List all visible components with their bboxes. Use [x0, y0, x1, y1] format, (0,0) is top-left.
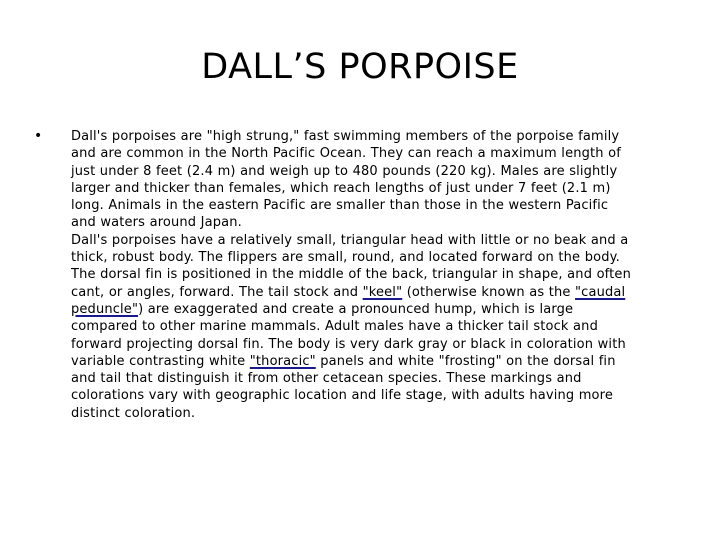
body-line: colorations vary with geographic location and life stage, with adults having more: [71, 388, 614, 404]
body-line: and tail that distinguish it from other cetacean species. These markings and: [71, 371, 582, 387]
body-line: Dall's porpoises have a relatively small, triangular head with little or no beak and a: [71, 232, 629, 248]
body-line: [71, 353, 685, 370]
body-line: larger and thicker than females, which reach lengths of just under 7 feet (2.1 m): [71, 180, 611, 196]
body-line: The dorsal fin is positioned in the middle of the back, triangular in shape, and often: [71, 267, 631, 283]
body-line: compared to other marine mammals. Adult males have a thicker tail stock and: [71, 319, 598, 335]
body-line: forward projecting dorsal fin. The body is very dark gray or black in coloration with: [71, 336, 626, 352]
caudal-peduncle-link-continued[interactable]: peduncle": [71, 301, 139, 317]
keel-link[interactable]: "keel": [362, 284, 403, 300]
body-line: Dall's porpoises are "high strung," fast swimming members of the porpoise family: [71, 129, 620, 144]
body-text-segment: ) are exaggerated and create a pronounced hump, which is large: [138, 301, 574, 317]
body-line: distinct coloration.: [71, 405, 196, 421]
caudal-peduncle-link[interactable]: "caudal: [575, 284, 626, 300]
body-line: long. Animals in the eastern Pacific are smaller than those in the western Pacific: [71, 198, 609, 214]
body-line: [71, 284, 685, 301]
body-text-segment: (otherwise known as the: [402, 284, 576, 300]
body-text-segment: cant, or angles, forward. The tail stock and: [71, 284, 363, 300]
body-line: [71, 301, 685, 318]
body-line: just under 8 feet (2.4 m) and weigh up to 480 pounds (220 kg). Males are slightly: [71, 163, 618, 179]
slide-title: DALL’S PORPOISE: [201, 47, 519, 87]
body-line: and are common in the North Pacific Ocean. They can reach a maximum length of: [71, 146, 621, 162]
body-text-segment: variable contrasting white: [71, 353, 250, 369]
bullet-point-icon: •: [34, 128, 43, 144]
body-line: and waters around Japan.: [71, 215, 242, 231]
thoracic-link[interactable]: "thoracic": [249, 353, 316, 369]
body-line: thick, robust body. The flippers are small, round, and located forward on the body.: [71, 250, 620, 266]
body-paragraph: [71, 128, 685, 422]
body-text-segment: panels and white "frosting" on the dorsal fin: [315, 353, 616, 369]
